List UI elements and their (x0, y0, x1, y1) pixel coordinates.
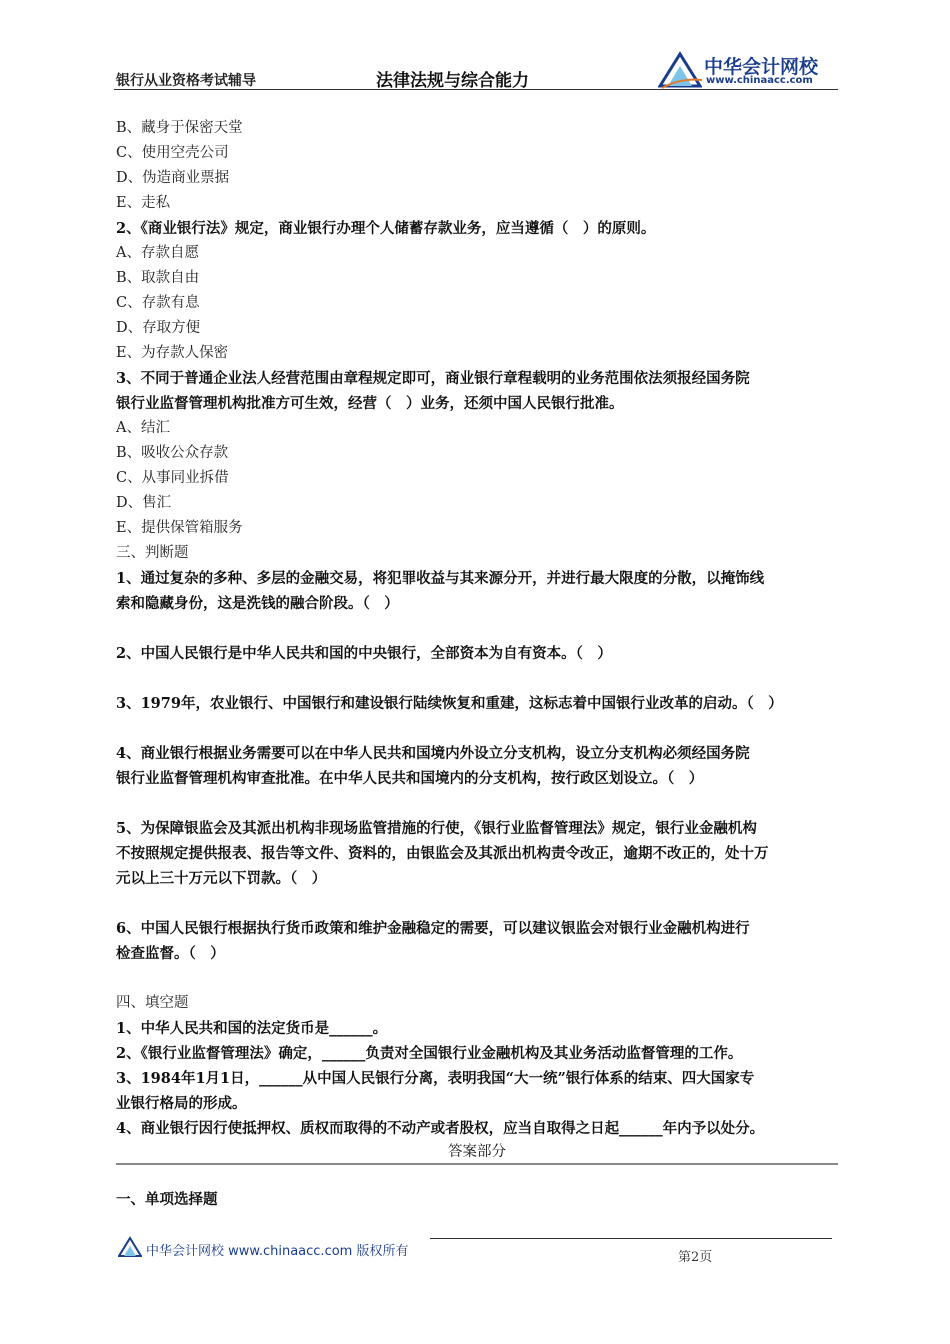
logo-name: 中华会计网校 (704, 56, 819, 78)
question-line: 银行业监督管理机构审查批准。在中华人民共和国境内的分支机构，按行政区划设立。（ ） (116, 770, 704, 787)
question-line: 1、中华人民共和国的法定货币是______。 (116, 1020, 388, 1037)
question-line: 3、1979年，农业银行、中国银行和建设银行陆续恢复和重建，这标志着中国银行业改革的启动。（ ） (116, 695, 783, 712)
footer-copyright: 中华会计网校 www.chinaacc.com 版权所有 (146, 1244, 409, 1259)
option-line: D、售汇 (116, 495, 172, 511)
question-line: 4、商业银行根据业务需要可以在中华人民共和国境内外设立分支机构，设立分支机构必须经国务院 (116, 745, 750, 762)
question-line: 6、中国人民银行根据执行货币政策和维护金融稳定的需要，可以建议银监会对银行业金融机构进行 (116, 920, 750, 937)
option-line: D、存取方便 (116, 320, 201, 336)
footer-divider (430, 1238, 832, 1239)
question-line: 检查监督。（ ） (116, 945, 225, 962)
option-line: C、使用空壳公司 (116, 145, 229, 161)
header-divider (114, 89, 838, 90)
section-heading: 一、单项选择题 (116, 1191, 218, 1208)
option-line: E、走私 (116, 195, 171, 211)
question-line: 索和隐藏身份，这是洗钱的融合阶段。（ ） (116, 595, 399, 612)
question-line: 不按照规定提供报表、报告等文件、资料的，由银监会及其派出机构责令改正，逾期不改正的，处十万 (116, 845, 769, 862)
page-number: 第2页 (678, 1250, 713, 1265)
blank-line (116, 716, 838, 741)
question-line: 业银行格局的形成。 (116, 1095, 247, 1112)
question-line: 2、《商业银行法》规定，商业银行办理个人储蓄存款业务，应当遵循（ ）的原则。 (116, 220, 656, 237)
question-line: 3、1984年1月1日，______从中国人民银行分离，表明我国“大一统”银行体系的结束、四大国家专 (116, 1070, 755, 1087)
header-course-title: 法律法规与综合能力 (376, 71, 529, 91)
header-subject: 银行从业资格考试辅导 (116, 73, 256, 89)
footer-logo-icon (118, 1236, 142, 1258)
option-line: D、伪造商业票据 (116, 170, 230, 186)
option-line: C、存款有息 (116, 295, 200, 311)
option-line: E、为存款人保密 (116, 345, 229, 361)
blank-line (116, 966, 838, 991)
option-line: C、从事同业拆借 (116, 470, 229, 486)
option-line: A、存款自愿 (116, 245, 199, 261)
question-line: 2、《银行业监督管理法》确定，______负责对全国银行业金融机构及其业务活动监督管理的工作。 (116, 1045, 743, 1062)
question-line: 3、不同于普通企业法人经营范围由章程规定即可，商业银行章程载明的业务范围依法须报经国务院 (116, 370, 750, 387)
option-line: 四、填空题 (116, 995, 189, 1011)
option-line: B、藏身于保密天堂 (116, 120, 243, 136)
question-line: 5、为保障银监会及其派出机构非现场监管措施的行使，《银行业监督管理法》规定，银行业金融机构 (116, 820, 757, 837)
option-line: A、结汇 (116, 420, 170, 436)
page-header (114, 50, 838, 90)
blank-line (116, 666, 838, 691)
chinaacc-logo[interactable] (658, 50, 838, 90)
option-line: 三、判断题 (116, 545, 189, 561)
logo-url[interactable]: www.chinaacc.com (706, 75, 813, 86)
option-line: B、取款自由 (116, 270, 200, 286)
answer-section-title: 答案部分 (448, 1144, 506, 1160)
logo-triangle-icon (658, 50, 702, 90)
blank-line (116, 891, 838, 916)
question-line: 4、商业银行因行使抵押权、质权而取得的不动产或者股权，应当自取得之日起______年内予以处分。 (116, 1120, 765, 1137)
blank-line (116, 791, 838, 816)
question-line: 1、通过复杂的多种、多层的金融交易，将犯罪收益与其来源分开，并进行最大限度的分散，以掩饰线 (116, 570, 765, 587)
question-line: 元以上三十万元以下罚款。（ ） (116, 870, 327, 887)
option-line: B、吸收公众存款 (116, 445, 229, 461)
option-line: E、提供保管箱服务 (116, 520, 243, 536)
question-line: 银行业监督管理机构批准方可生效，经营（ ）业务，还须中国人民银行批准。 (116, 395, 624, 412)
document-body (116, 116, 838, 1141)
blank-line (116, 616, 838, 641)
answer-divider (116, 1163, 838, 1165)
question-line: 2、中国人民银行是中华人民共和国的中央银行，全部资本为自有资本。（ ） (116, 645, 612, 662)
